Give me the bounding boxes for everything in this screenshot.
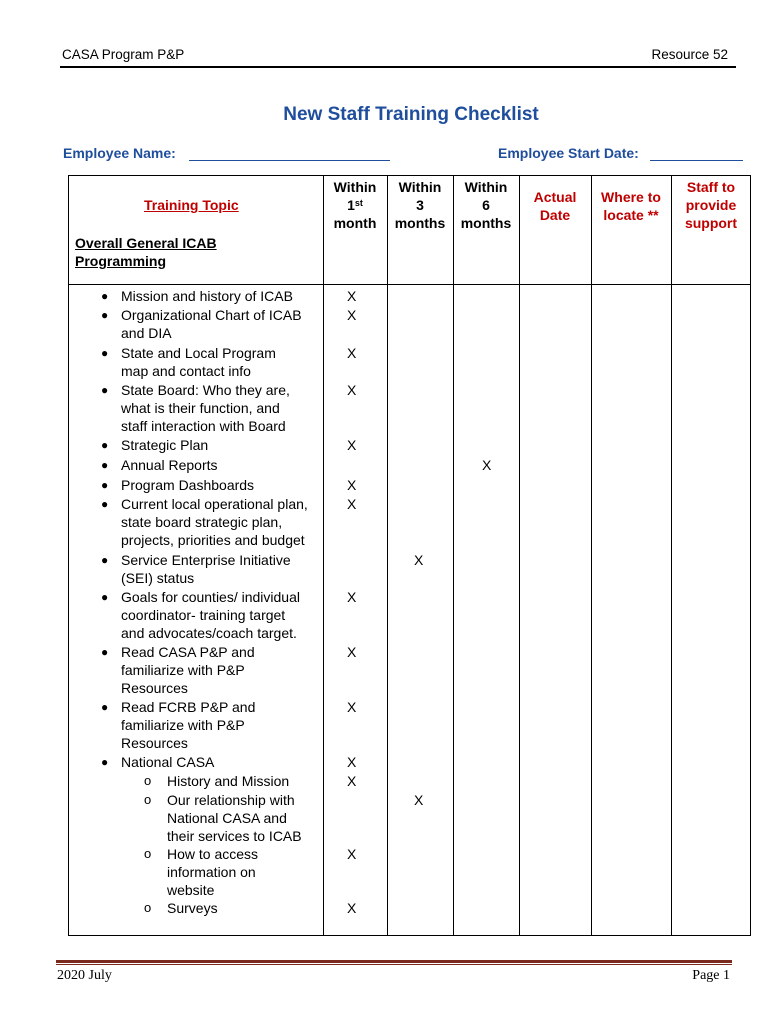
list-item: Goals for counties/ individual coordinator- training target and advocates/coach target. (121, 589, 300, 641)
list-item: Program Dashboards (121, 477, 255, 493)
footer-date: 2020 July (57, 968, 112, 983)
checkmark-x: X (347, 382, 357, 398)
header-superscript: st (354, 198, 363, 208)
section-title (75, 234, 217, 270)
column-divider (591, 176, 592, 935)
header-number: 1 (347, 197, 355, 213)
bullet-icon: ● (101, 289, 109, 303)
bullet-icon: ● (101, 700, 109, 714)
header-line: Within (333, 179, 377, 195)
header-line: month (333, 215, 377, 231)
checkmark-x: X (414, 552, 424, 568)
checkmark-x: X (482, 457, 492, 473)
column-header-within-1st-month (323, 178, 387, 232)
page-title: New Staff Training Checklist (283, 104, 539, 125)
header-line: Within (464, 179, 508, 195)
employee-start-date-label: Employee Start Date: (498, 145, 639, 161)
checkmark-x: X (347, 288, 357, 304)
checkmark-x: X (347, 589, 357, 605)
list-item: Strategic Plan (121, 437, 209, 453)
checkmark-x: X (347, 496, 357, 512)
bullet-icon: ● (101, 346, 109, 360)
header-left: CASA Program P&P (62, 47, 185, 62)
sub-bullet-icon: o (144, 773, 152, 788)
employee-start-date-field[interactable] (650, 160, 743, 161)
header-line: months (460, 215, 512, 231)
header-rule (60, 66, 736, 68)
section-title-line: Overall General ICAB (75, 235, 217, 251)
bullet-icon: ● (101, 590, 109, 604)
header-line: Within (398, 179, 442, 195)
checkmark-x: X (347, 307, 357, 323)
section-title-line: Programming (75, 253, 167, 269)
column-divider (387, 176, 388, 935)
list-item: State and Local Program map and contact info (121, 345, 276, 379)
column-header-training-topic: Training Topic (144, 197, 239, 213)
header-line: 6 (482, 197, 490, 213)
header-line: Staff to (686, 179, 736, 195)
list-item: Current local operational plan, state board strategic plan, projects, priorities and budget (121, 496, 308, 548)
list-item: National CASA (121, 754, 215, 770)
header-line: 3 (416, 197, 424, 213)
column-header-within-6-months (453, 178, 519, 232)
column-header-staff-support (671, 178, 751, 232)
bullet-icon: ● (101, 755, 109, 769)
list-item: Mission and history of ICAB (121, 288, 293, 304)
checkmark-x: X (347, 900, 357, 916)
column-header-where-to-locate (591, 188, 671, 224)
list-item: Read FCRB P&P and familiarize with P&P Resources (121, 699, 256, 751)
checkmark-x: X (347, 754, 357, 770)
checkmark-x: X (347, 437, 357, 453)
column-header-actual-date (519, 188, 591, 224)
footer-rule (56, 964, 732, 965)
sub-bullet-icon: o (144, 846, 152, 861)
column-divider (453, 176, 454, 935)
header-line (323, 196, 387, 214)
checkmark-x: X (347, 773, 357, 789)
list-item: Service Enterprise Initiative (SEI) status (121, 552, 291, 586)
checkmark-x: X (347, 846, 357, 862)
header-line: locate ** (603, 207, 659, 223)
sub-bullet-icon: o (144, 792, 152, 807)
sub-list-item: How to access information on website (167, 846, 259, 898)
list-item: State Board: Who they are, what is their function, and staff interaction with Board (121, 382, 290, 434)
checkmark-x: X (347, 345, 357, 361)
bullet-icon: ● (101, 438, 109, 452)
list-item: Organizational Chart of ICAB and DIA (121, 307, 302, 341)
bullet-icon: ● (101, 383, 109, 397)
sub-list-item: Surveys (167, 900, 218, 916)
bullet-icon: ● (101, 458, 109, 472)
employee-name-label: Employee Name: (63, 145, 176, 161)
bullet-icon: ● (101, 553, 109, 567)
list-item: Annual Reports (121, 457, 218, 473)
checkmark-x: X (414, 792, 424, 808)
header-line: provide (685, 197, 737, 213)
sub-list-item: History and Mission (167, 773, 290, 789)
checkmark-x: X (347, 644, 357, 660)
bullet-icon: ● (101, 308, 109, 322)
page-number: Page 1 (692, 968, 730, 983)
bullet-icon: ● (101, 478, 109, 492)
header-line: Date (539, 207, 571, 223)
sub-list-item: Our relationship with National CASA and their services to ICAB (167, 792, 302, 844)
column-header-within-3-months (387, 178, 453, 232)
header-line: months (394, 215, 446, 231)
footer-rule (56, 960, 732, 963)
header-line: support (684, 215, 738, 231)
header-line: Actual (533, 189, 577, 205)
column-divider (519, 176, 520, 935)
header-line: Where to (601, 189, 661, 205)
row-divider (69, 284, 750, 285)
bullet-icon: ● (101, 497, 109, 511)
checkmark-x: X (347, 477, 357, 493)
bullet-icon: ● (101, 645, 109, 659)
employee-name-field[interactable] (189, 160, 390, 161)
sub-bullet-icon: o (144, 900, 152, 915)
checkmark-x: X (347, 699, 357, 715)
header-right: Resource 52 (651, 47, 728, 62)
list-item: Read CASA P&P and familiarize with P&P Resources (121, 644, 255, 696)
column-divider (323, 176, 324, 935)
column-divider (671, 176, 672, 935)
